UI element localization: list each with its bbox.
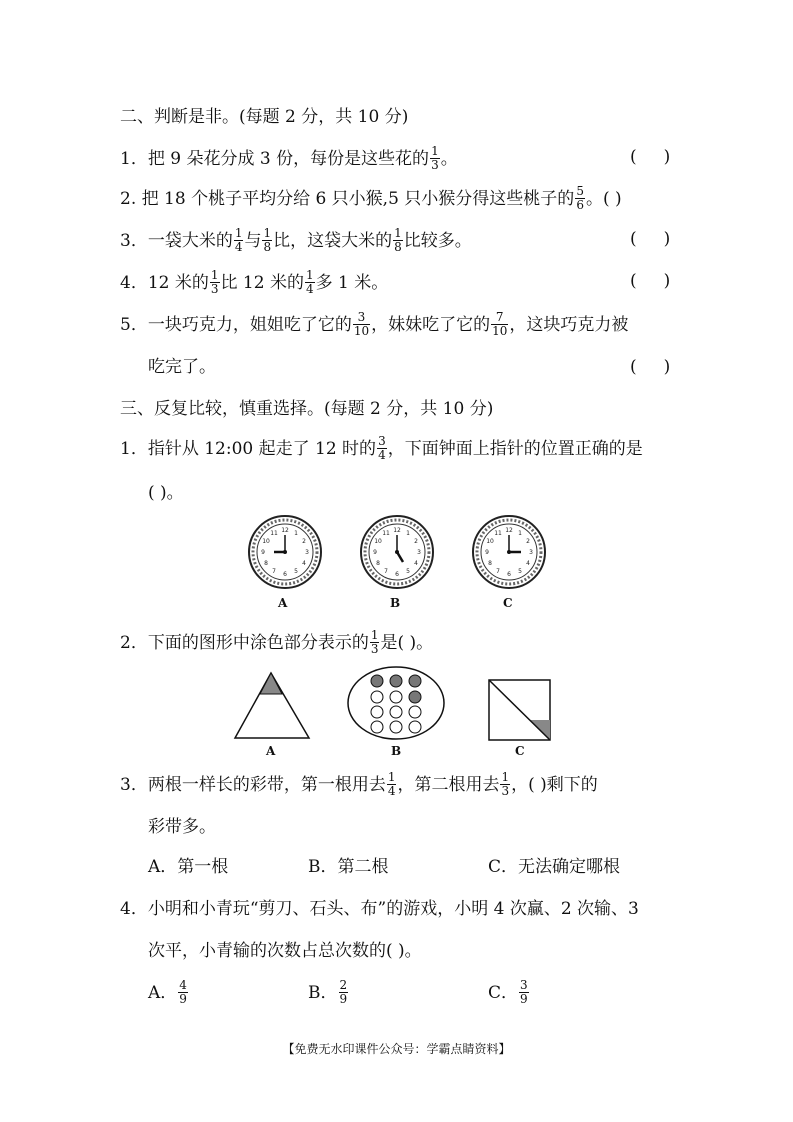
shape-label-a: A: [266, 744, 276, 758]
answer-blank[interactable]: ( ): [630, 357, 671, 377]
circles-figure: [348, 667, 444, 739]
clock-a: [249, 516, 321, 588]
fraction: $\frac{1}{3}$: [431, 144, 439, 172]
answer-blank[interactable]: ( ): [630, 147, 671, 167]
s3-question-3-cont: 彩带多。: [148, 817, 216, 837]
shape-label-b: B: [391, 744, 402, 758]
fraction: $\frac{1}{8}$: [263, 226, 272, 254]
s2-question-5: 5．一块巧克力，姐姐吃了它的 $\frac{3}{10}$ ，妹妹吃了它的 $\frac{7}{10}$ ，这块巧克力被: [120, 310, 629, 338]
clock-c: [473, 516, 545, 588]
clock-label-c: C: [503, 596, 513, 610]
clock-label-a: A: [278, 596, 288, 610]
fraction: $\frac{1}{3}$: [501, 770, 510, 798]
clock-figures: 12 12 3 678 91011: [248, 514, 558, 612]
option-b[interactable]: B．第二根: [308, 857, 389, 877]
s2-question-5-cont: 吃完了。: [148, 357, 216, 377]
s2-question-4: 4．12 米的 $\frac{1}{3}$ 比 12 米的 $\frac{1}{4}$ 多 1 米。: [120, 268, 389, 296]
s2-question-2: 2. 把 18 个桃子平均分给 6 只小猴,5 只小猴分得这些桃子的 $\frac{5}{6}$ 。( ): [120, 184, 622, 212]
fraction: $\frac{5}{6}$: [576, 184, 584, 212]
fraction: $\frac{1}{8}$: [394, 226, 402, 254]
s2-question-3: 3．一袋大米的 $\frac{1}{4}$ 与 $\frac{1}{8}$ 比，这袋大米的 $\frac{1}{8}$ 比较多。: [120, 226, 472, 254]
option-c[interactable]: C． $\frac{3}{9}$: [488, 978, 528, 1006]
option-b[interactable]: B． $\frac{2}{9}$: [308, 978, 348, 1006]
fraction: $\frac{3}{4}$: [378, 434, 386, 462]
fraction: $\frac{1}{4}$: [234, 226, 243, 254]
s3-question-4: 4．小明和小青玩“剪刀、石头、布”的游戏，小明 4 次赢、2 次输、3: [120, 899, 639, 919]
shape-figures: [230, 665, 560, 745]
option-a[interactable]: A．第一根: [148, 857, 229, 877]
s3-question-3: 3．两根一样长的彩带，第一根用去 $\frac{1}{4}$ ，第二根用去 $\frac{1}{3}$ ，( )剩下的: [120, 770, 598, 798]
s3-question-2: 2．下面的图形中涂色部分表示的 $\frac{1}{3}$ 是( )。: [120, 628, 434, 656]
option-c[interactable]: C．无法确定哪根: [488, 857, 621, 877]
square-figure: [489, 680, 550, 740]
fraction: $\frac{2}{9}$: [339, 978, 348, 1006]
section2-title: 二、判断是非。(每题 2 分，共 10 分): [120, 107, 409, 127]
fraction: $\frac{4}{9}$: [179, 978, 187, 1006]
fraction: $\frac{3}{9}$: [520, 978, 528, 1006]
s2-question-1: 1．把 9 朵花分成 3 份，每份是这些花的 $\frac{1}{3}$ 。: [120, 144, 458, 172]
clock-label-b: B: [390, 596, 401, 610]
section3-title: 三、反复比较，慎重选择。(每题 2 分，共 10 分): [120, 399, 494, 419]
fraction: $\frac{1}{4}$: [387, 770, 396, 798]
option-a[interactable]: A． $\frac{4}{9}$: [148, 978, 187, 1006]
answer-blank[interactable]: ( ): [630, 229, 671, 249]
shape-label-c: C: [515, 744, 525, 758]
fraction: $\frac{1}{4}$: [305, 268, 314, 296]
s3-question-4-cont: 次平，小青输的次数占总次数的( )。: [148, 941, 422, 961]
fraction: $\frac{7}{10}$: [492, 310, 508, 338]
s3-question-1: 1．指针从 12:00 起走了 12 时的 $\frac{3}{4}$ ，下面钟面上指针的位置正确的是: [120, 434, 643, 462]
answer-blank[interactable]: ( ): [630, 271, 671, 291]
fraction: $\frac{1}{3}$: [210, 268, 219, 296]
triangle-figure: [235, 673, 309, 738]
clock-b: [361, 516, 433, 588]
fraction: $\frac{3}{10}$: [353, 310, 370, 338]
s3-question-1-cont[interactable]: ( )。: [148, 483, 184, 503]
footer-note: 【免费无水印课件公众号：学霸点睛资料】: [282, 1042, 511, 1056]
fraction: $\frac{1}{3}$: [370, 628, 379, 656]
